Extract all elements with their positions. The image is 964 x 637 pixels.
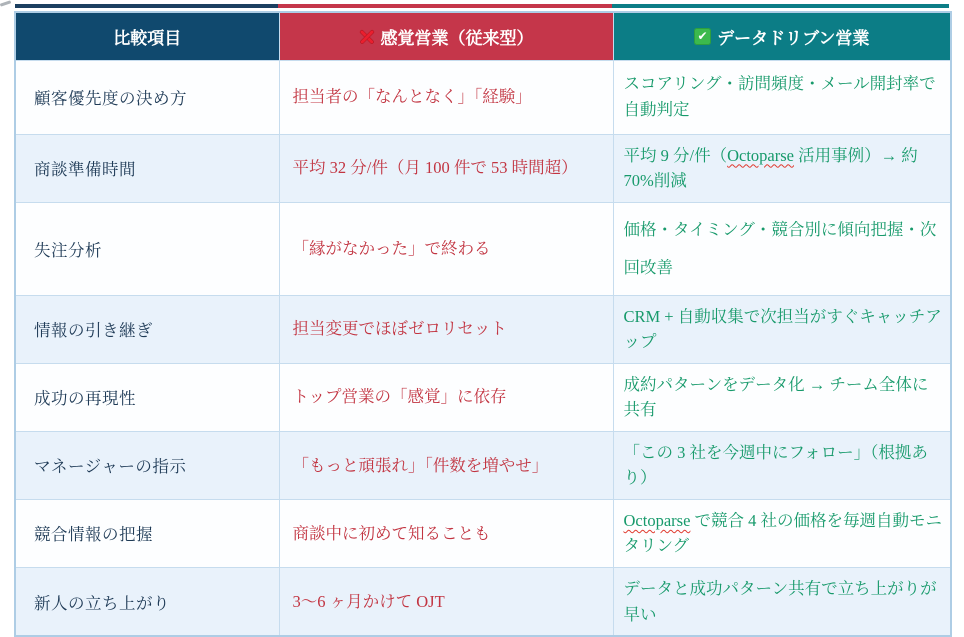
header-data-driven-label: データドリブン営業: [717, 28, 870, 48]
row-label: 情報の引き継ぎ: [15, 295, 279, 363]
legacy-sales-cell: [279, 202, 613, 295]
accent-strip-data: [612, 4, 949, 8]
data-driven-sales-cell: [613, 431, 951, 499]
header-legacy-label: 感覚営業（従来型）: [380, 28, 534, 48]
header-row: [15, 12, 951, 60]
data-driven-cell-text: 価格・タイミング・競合別に傾向把握・次回改善: [623, 219, 937, 277]
row-label: マネージャーの指示: [15, 431, 279, 499]
legacy-cell-text: 担当変更でほぼゼロリセット: [292, 319, 507, 339]
data-driven-cell-text: 活用事例）→ 約 70%削減: [623, 145, 918, 191]
legacy-sales-cell: [279, 499, 613, 567]
data-driven-sales-cell: [613, 60, 951, 134]
legacy-cell-text: トップ営業の「感覚」に依存: [292, 387, 507, 407]
data-driven-cell-text: データと成功パターン共有で立ち上がりが早い: [623, 579, 937, 624]
legacy-cell-text: 担当者の「なんとなく」「経験」: [292, 87, 532, 107]
header-accent-strips: [15, 4, 949, 8]
row-label: 顧客優先度の決め方: [15, 60, 279, 134]
header-cell-data-driven: [613, 12, 951, 60]
legacy-sales-cell: [279, 431, 613, 499]
cross-mark-icon: [359, 28, 375, 44]
table-row: [15, 363, 951, 431]
table-row: [15, 431, 951, 499]
stray-cursor-mark: [0, 0, 11, 6]
header-compare-label: 比較項目: [113, 28, 182, 48]
row-label: 失注分析: [15, 202, 279, 295]
data-driven-cell-text: CRM + 自動収集で次担当がすぐキャッチアップ: [623, 306, 942, 352]
legacy-sales-cell: [279, 363, 613, 431]
check-mark-icon: ✔: [694, 28, 711, 45]
comparison-table-body: [15, 60, 951, 636]
data-driven-sales-cell: [613, 202, 951, 295]
data-driven-cell-text: スコアリング・訪問頻度・メール開封率で自動判定: [623, 74, 936, 119]
octoparse-term: Octoparse: [727, 145, 794, 165]
row-label: 商談準備時間: [15, 134, 279, 202]
legacy-sales-cell: [279, 60, 613, 134]
data-driven-cell-text: 「この 3 社を今週中にフォロー」（根拠あり）: [623, 442, 928, 488]
data-driven-sales-cell: [613, 363, 951, 431]
table-row: [15, 499, 951, 567]
legacy-cell-text: 平均 32 分/件（月 100 件で 53 時間超）: [292, 158, 578, 178]
accent-strip-compare: [15, 4, 278, 8]
accent-strip-legacy: [278, 4, 612, 8]
row-label: 新人の立ち上がり: [15, 568, 279, 637]
data-driven-sales-cell: [613, 295, 951, 363]
legacy-cell-text: 商談中に初めて知ることも: [292, 523, 491, 543]
comparison-table: [14, 11, 952, 637]
data-driven-cell-text: 平均 9 分/件（: [623, 145, 728, 165]
data-driven-sales-cell: [613, 568, 951, 637]
legacy-cell-text: 3〜6 ヶ月かけて OJT: [292, 591, 445, 611]
row-label: 成功の再現性: [15, 363, 279, 431]
data-driven-sales-cell: [613, 134, 951, 202]
legacy-sales-cell: [279, 134, 613, 202]
legacy-sales-cell: [279, 568, 613, 637]
table-row: [15, 60, 951, 134]
octoparse-term: Octoparse: [623, 510, 691, 530]
table-row: [15, 568, 951, 637]
data-driven-sales-cell: [613, 499, 951, 567]
header-cell-compare: [15, 12, 279, 60]
table-row: [15, 134, 951, 202]
data-driven-cell-text: 成約パターンをデータ化 → チーム全体に共有: [623, 374, 929, 420]
table-row: [15, 295, 951, 363]
table-row: [15, 202, 951, 295]
legacy-cell-text: 「もっと頑張れ」「件数を増やせ」: [292, 455, 549, 475]
legacy-cell-text: 「縁がなかった」で終わる: [292, 238, 491, 258]
header-cell-legacy: [279, 12, 613, 60]
row-label: 競合情報の把握: [15, 499, 279, 567]
legacy-sales-cell: [279, 295, 613, 363]
data-driven-cell-text: で競合 4 社の価格を毎週自動モニタリング: [623, 510, 943, 556]
